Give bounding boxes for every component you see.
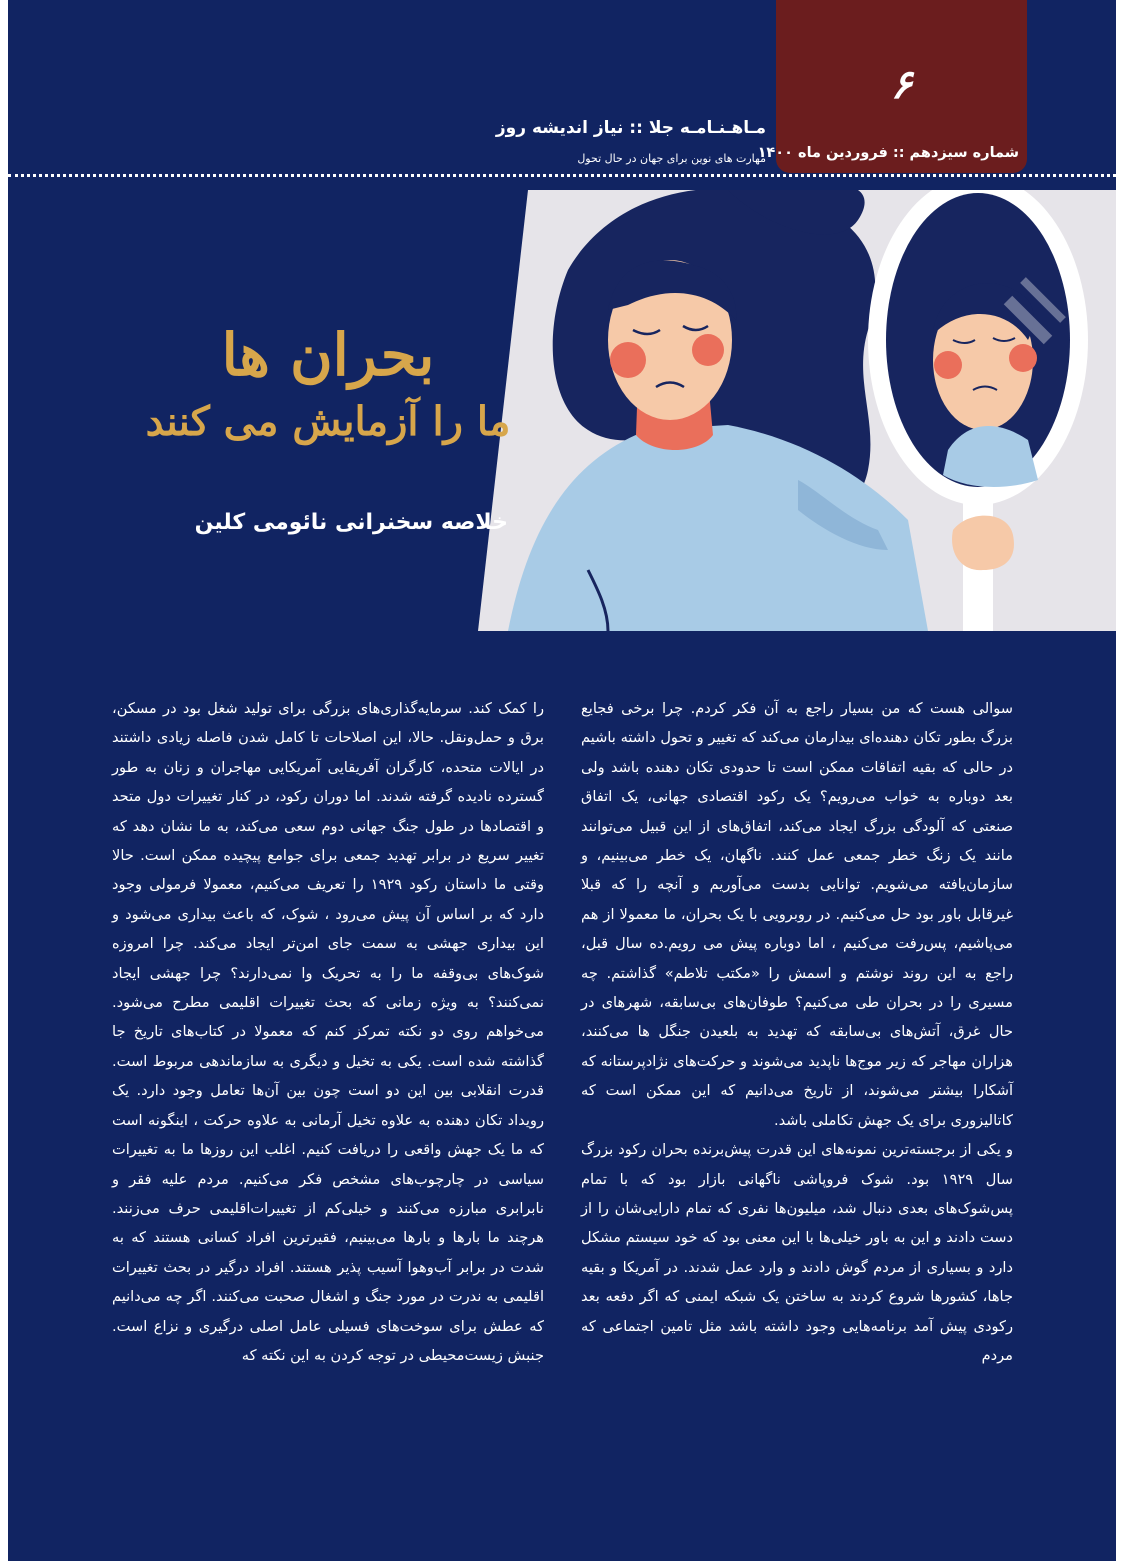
paragraph: را کمک کند. سرمایه‌گذاری‌های بزرگی برای تولید شغل بود در مسکن، برق و حمل‌ونقل. حالا، این اصلاحات تا کامل شدن فاصله زیادی داشتند در ایالات متحده، کارگران آفریقایی آمریکایی مهاجران و زنان به طور گسترده نادیده گرفته شدند. اما دوران رکود، در کنار تغییرات دول متحد و اقتصادها در طول جنگ جهانی دوم سعی می‌کند، به ما نشان دهد که تغییر سریع در برابر تهدید جمعی برای جوامع پیچیده ممکن است. حالا وقتی ما داستان رکود ۱۹۲۹ را تعریف می‌کنیم، معمولا فرمولی وجود دارد که بر اساس آن پیش می‌رود ، شوک، که باعث بیداری می‌شود و این بیداری جهشی به سمت جای امن‌تر ایجاد می‌کند. چرا امروزه شوک‌های بی‌وقفه ما را به تحریک وا نمی‌دارند؟ چرا جهشی ایجاد نمی‌کنند؟ به ویژه زمانی که بحث تغییرات اقلیمی مطرح می‌شود. می‌خواهم روی دو نکته تمرکز کنم که معمولا در کتاب‌های تاریخ جا گذاشته شده است. یکی به تخیل و دیگری به سازماندهی مربوط است. قدرت انقلابی بین این دو است چون بین آن‌ها تعامل وجود دارد. یک رویداد تکان دهنده به علاوه تخیل آرمانی به علاوه حرکت ، اینگونه است که ما یک جهش واقعی را دریافت کنیم. اغلب این روزها ما به تغییرات سیاسی در چارچوب‌های مشخص فکر می‌کنیم. مردم علیه فقر و نابرابری مبارزه می‌کنند و خیلی‌کم از تغییرات‌اقلیمی حرف می‌زنند. هرچند ما بارها و بارها می‌بینیم، فقیرترین افراد کسانی هستند که به شدت در برابر آب‌وهوا آسیب پذیر هستند. افراد درگیر در بحث تغییرات اقلیمی به ندرت در مورد جنگ و اشغال صحبت می‌کنند. اگر چه می‌دانیم که عطش برای سوخت‌های فسیلی عامل اصلی درگیری و نزاع است. جنبش زیست‌محیطی در توجه کردن به این نکته که xyxy=(112,700,544,1364)
article-byline: خلاصه سخنرانی نائومی کلین xyxy=(194,510,508,535)
hand-shape xyxy=(952,516,1014,571)
title-line-1: بحران ها xyxy=(221,321,435,389)
magazine-title: مـاهـنـامـه جلا :: نیاز اندیشه روز xyxy=(495,118,766,138)
header-divider xyxy=(8,174,1116,177)
title-line-2: ما را آزمایش می کنند xyxy=(145,398,511,445)
magazine-subtitle: مهارت های نوین برای جهان در حال تحول xyxy=(577,152,766,165)
issue-box xyxy=(757,0,1027,173)
issue-line: شماره سیزدهم :: فروردین ماه ۱۴۰۰ xyxy=(757,145,1019,161)
paragraph: و یکی از برجسته‌ترین نمونه‌های این قدرت پیش‌برنده بحران رکود بزرگ سال ۱۹۲۹ بود. شوک فروپاشی ناگهانی بازار بود که با تمام پس‌شوک‌های بعدی دنبال شد، میلیون‌ها نفری که تمام دارایی‌شان را از دست دادند و این به باور خیلی‌ها با این معنی بود که خود سیستم مشکل دارد و بسیاری از مردم گوش دادند و وارد عمل شدند. در آمریکا و بقیه جاها، کشورها شروع کردند به ساختن یک شبکه ایمنی که اگر دفعه بعد رکودی پیش آمد برنامه‌هایی وجود داشته باشد مثل تامین اجتماعی که مردم xyxy=(581,1141,1013,1364)
article-title xyxy=(128,320,528,446)
paragraph: سوالی هست که من بسیار راجع به آن فکر کردم. چرا برخی فجایع بزرگ بطور تکان دهنده‌ای بیدارمان می‌کند که تغییر و تحول داشته باشیم در حالی که بقیه اتفاقات ممکن است تا حدودی تکان دهنده باشد ولی بعد دوباره به خواب می‌رویم؟ یک رکود اقتصادی جهانی، یک اتفاق صنعتی که آلودگی بزرگ ایجاد می‌کند، اتفاق‌های از این قبیل می‌توانند مانند یک زنگ خطر جمعی عمل کنند. ناگهان، یک خطر می‌بینیم، و سازمان‌یافته می‌شویم. توانایی بدست می‌آوریم و آنچه را که قبلا غیرقابل باور بود حل می‌کنیم. در روبرویی با یک بحران، ما معمولا از هم می‌پاشیم، پس‌رفت می‌کنیم ، اما دوباره پیش می رویم.ده سال قبل، راجع به این روند نوشتم و اسمش را «مکتب تلاطم» گذاشتم. چه مسیری را در بحران طی می‌کنیم؟ طوفان‌های بی‌سابقه، شهرهای در حال غرق، آتش‌های بی‌سابقه که تهدید به بلعیدن جنگل ها می‌کنند، هزاران مهاجر که زیر موج‌ها ناپدید می‌شوند و حرکت‌های نژادپرستانه که آشکارا بیشتر می‌شوند، از تاریخ می‌دانیم که این ممکن است که کاتالیزوری برای یک جهش تکاملی باشد. xyxy=(581,700,1013,1129)
magazine-page xyxy=(8,0,1116,1561)
article-column-right xyxy=(581,694,1013,1370)
article-column-left xyxy=(112,694,544,1370)
page-number: ۶ xyxy=(890,62,913,108)
